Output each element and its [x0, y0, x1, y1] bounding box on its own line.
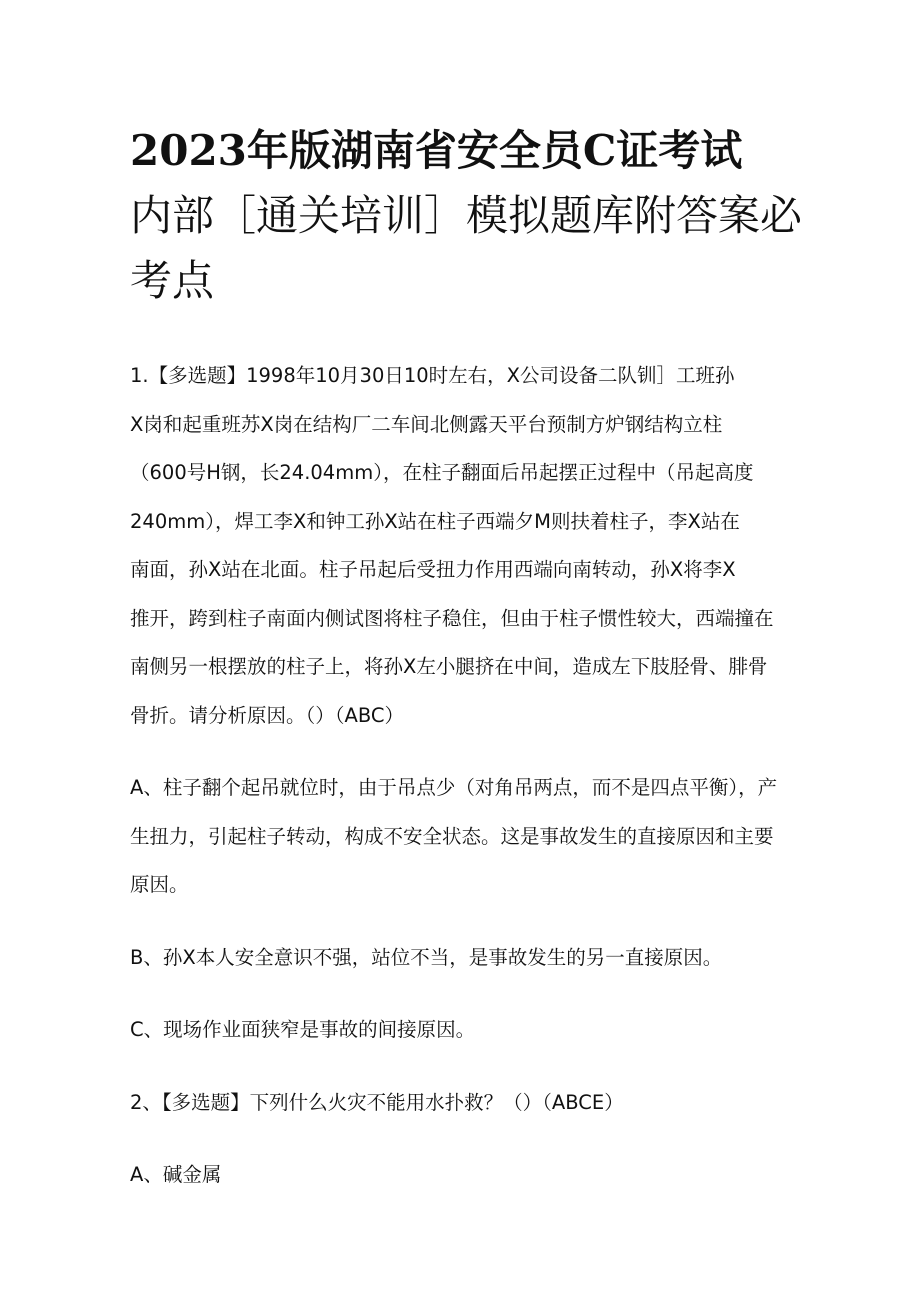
question-text-line: 南面，孙X站在北面。柱子吊起后受扭力作用西端向南转动，孙X将李X	[130, 558, 736, 581]
question-text-line: （600号H钢，长24.04mm），在柱子翻面后吊起摆正过程中（吊起高度	[130, 461, 754, 484]
option-text-line: A、碱金属	[130, 1163, 222, 1186]
option-text-line: 原因。	[130, 873, 189, 896]
question-1-stem	[130, 352, 795, 740]
question-2-stem	[130, 1079, 795, 1128]
question-1-option-a	[130, 764, 795, 910]
title-line: 考点	[130, 256, 215, 305]
option-text-line: 生扭力，引起柱子转动，构成不安全状态。这是事故发生的直接原因和主要	[130, 824, 774, 848]
question-text-line: 240mm），焊工李X和钟工孙X站在柱子西端夕M则扶着柱子，李X站在	[130, 509, 740, 533]
question-1-option-b	[130, 934, 795, 983]
document-title	[130, 118, 803, 313]
title-line: 内部［通关培训］模拟题库附答案必	[130, 191, 803, 240]
question-text-line: 推开，跨到柱子南面内侧试图将柱子稳住，但由于柱子惯性较大，西端撞在	[130, 606, 774, 630]
question-text-line: 骨折。请分析原因。（）（ABC）	[130, 703, 404, 727]
question-text-line: 南侧另一根摆放的柱子上，将孙X左小腿挤在中间，造成左下肢胫骨、腓骨	[130, 655, 768, 678]
option-text-line: B、孙X本人安全意识不强，站位不当，是事故发生的另一直接原因。	[130, 945, 723, 969]
option-text-line: C、现场作业面狭窄是事故的间接原因。	[130, 1018, 476, 1041]
title-line: 2023年版湖南省安全员C证考试	[130, 126, 743, 175]
option-text-line: A、柱子翻个起吊就位时，由于吊点少（对角吊两点，而不是四点平衡），产	[130, 776, 778, 799]
question-1-option-c	[130, 1006, 795, 1055]
question-2-option-a	[130, 1151, 795, 1200]
document-body	[130, 352, 795, 1200]
question-text-line: 1.【多选题】1998年10月30日10时左右，X公司设备二队钏］工班孙	[130, 364, 735, 387]
question-text-line: 2、【多选题】下列什么火灾不能用水扑救？（）（ABCE）	[130, 1090, 624, 1114]
question-text-line: X岗和起重班苏X岗在结构厂二车间北侧露天平台预制方炉钢结构立柱	[130, 412, 723, 436]
